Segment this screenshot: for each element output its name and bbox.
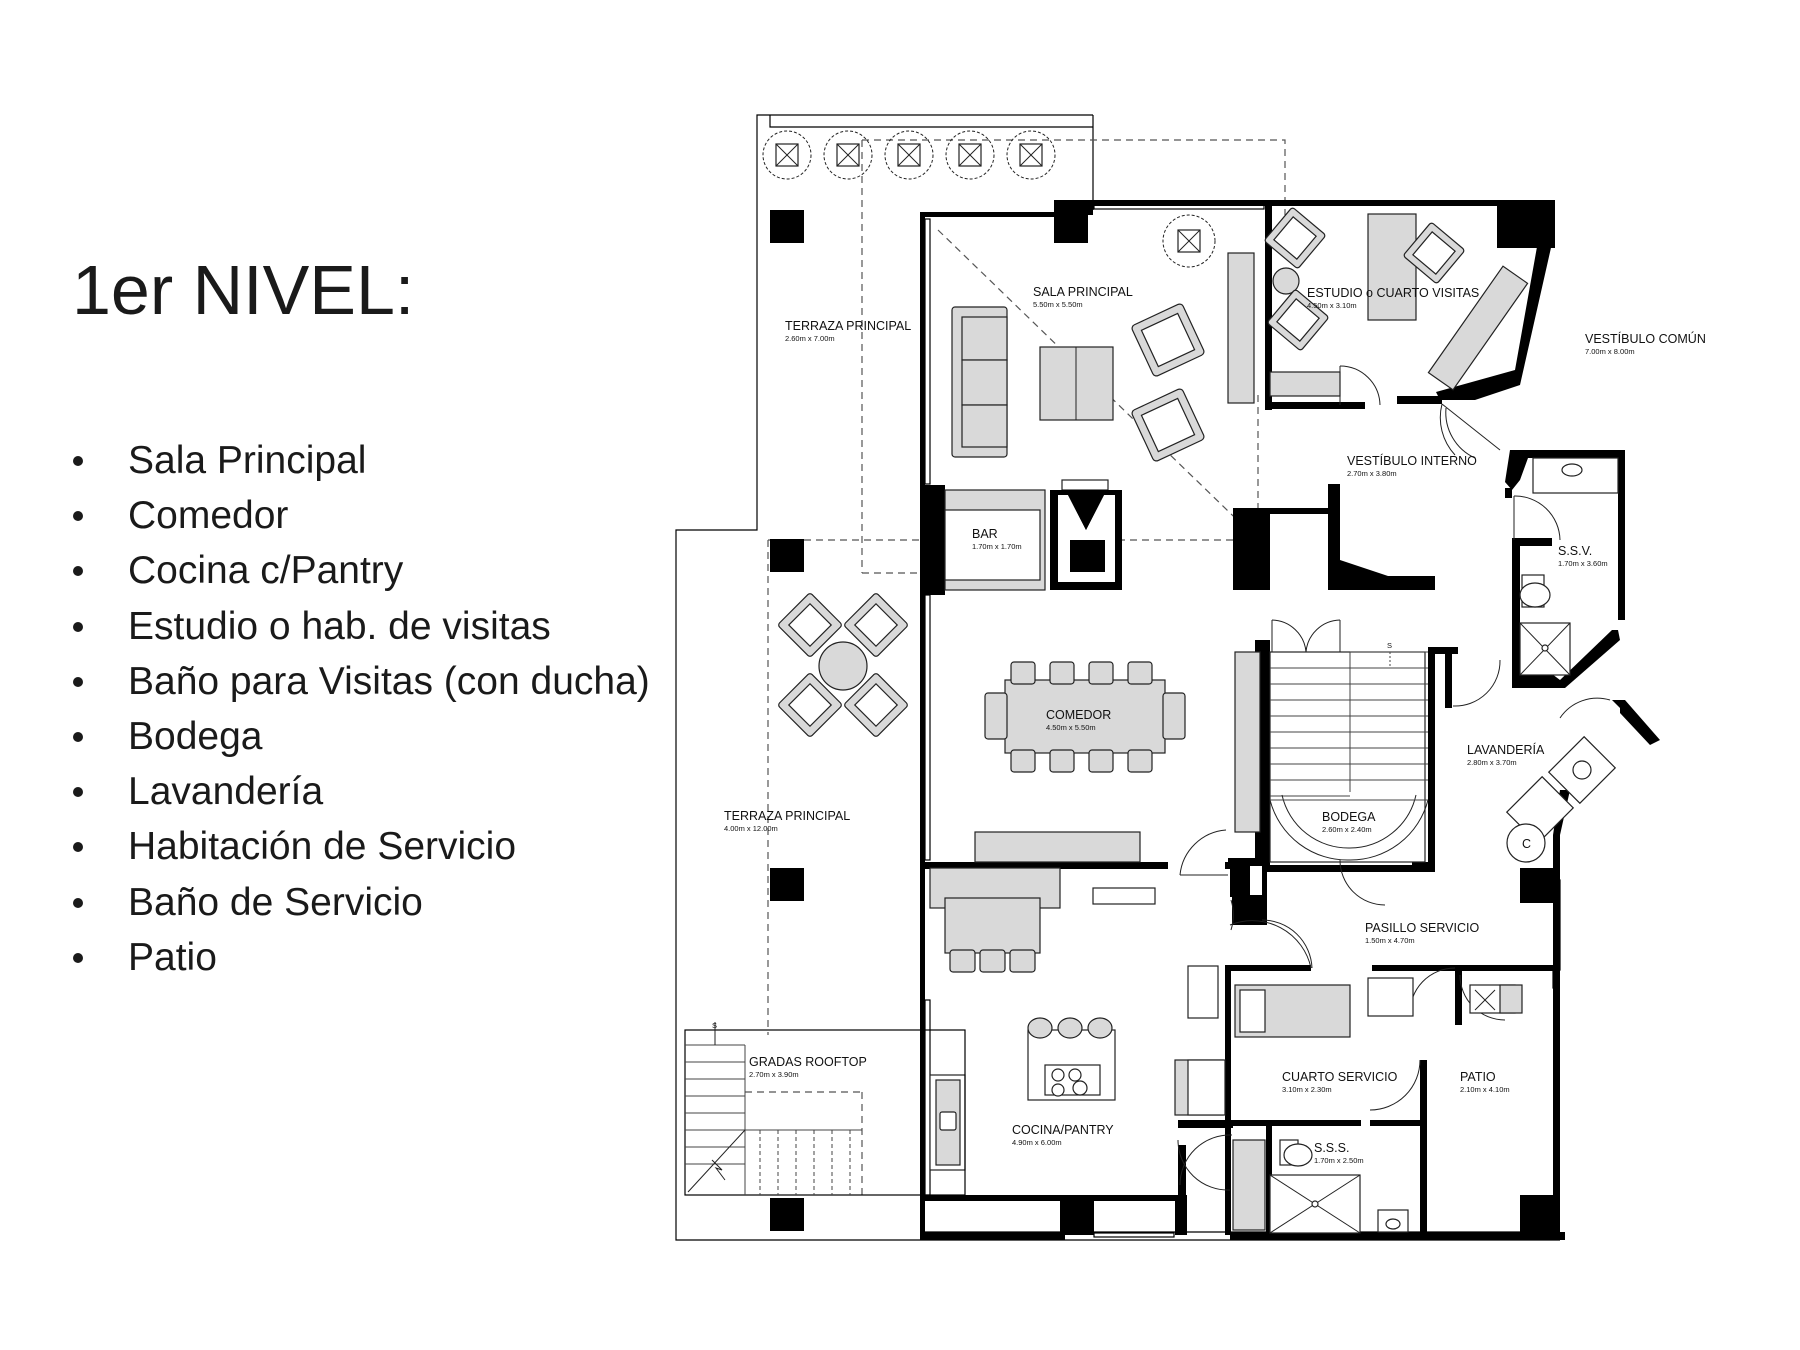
- room-dimension: 4.90m x 6.00m: [1012, 1138, 1062, 1147]
- room-dimension: 7.00m x 8.00m: [1585, 347, 1635, 356]
- room-dimension: 2.70m x 3.80m: [1347, 469, 1397, 478]
- list-item-text: Habitación de Servicio: [128, 825, 517, 869]
- list-item-text: Baño para Visitas (con ducha): [128, 659, 650, 703]
- patio-fixtures: [1470, 985, 1522, 1013]
- cuarto-servicio-fixtures: [1235, 978, 1413, 1037]
- stair-mark: S: [712, 1021, 718, 1030]
- room-name: VESTÍBULO INTERNO: [1347, 454, 1477, 468]
- room-dimension: 4.50m x 3.10m: [1307, 301, 1357, 310]
- room-name: VESTÍBULO COMÚN: [1585, 332, 1706, 346]
- terrace-furniture: [777, 592, 908, 737]
- room-dimension: 3.10m x 2.30m: [1282, 1085, 1332, 1094]
- tree-planters: [763, 131, 1215, 267]
- list-item-text: Cocina c/Pantry: [128, 549, 404, 593]
- room-name: LAVANDERÍA: [1467, 743, 1545, 757]
- room-name: TERRAZA PRINCIPAL: [724, 809, 851, 823]
- room-name: TERRAZA PRINCIPAL: [785, 319, 912, 333]
- list-item-text: Lavandería: [128, 770, 324, 814]
- room-name: COMEDOR: [1046, 708, 1112, 722]
- room-dimension: 2.60m x 2.40m: [1322, 825, 1372, 834]
- room-name: SALA PRINCIPAL: [1033, 285, 1133, 299]
- heater-mark: C: [1522, 837, 1532, 851]
- room-dimension: 1.50m x 4.70m: [1365, 936, 1415, 945]
- room-dimension: 5.50m x 5.50m: [1033, 300, 1083, 309]
- room-name: S.S.S.: [1314, 1141, 1350, 1155]
- list-item-text: Bodega: [128, 714, 263, 758]
- room-dimension: 4.00m x 12.00m: [724, 824, 778, 833]
- stair-mark: S: [1387, 641, 1393, 650]
- room-dimension: 1.70m x 2.50m: [1314, 1156, 1364, 1165]
- room-dimension: 2.80m x 3.70m: [1467, 758, 1517, 767]
- kitchen-fixtures: [930, 868, 1265, 1230]
- list-item-text: Comedor: [128, 494, 289, 538]
- list-item-text: Baño de Servicio: [128, 880, 423, 924]
- room-dimension: 2.10m x 4.10m: [1460, 1085, 1510, 1094]
- estudio-furniture: [1264, 207, 1528, 396]
- room-name: BAR: [972, 527, 998, 541]
- slide-title: 1er NIVEL:: [72, 251, 415, 329]
- room-dimension: 2.70m x 3.90m: [749, 1070, 799, 1079]
- room-name: CUARTO SERVICIO: [1282, 1070, 1398, 1084]
- room-dimension: 1.70m x 3.60m: [1558, 559, 1608, 568]
- room-name: GRADAS ROOFTOP: [749, 1055, 867, 1069]
- room-dimension: 4.50m x 5.50m: [1046, 723, 1096, 732]
- list-item-text: Patio: [128, 935, 217, 979]
- room-name: BODEGA: [1322, 810, 1376, 824]
- room-name: PASILLO SERVICIO: [1365, 921, 1480, 935]
- room-name: ESTUDIO o CUARTO VISITAS: [1307, 286, 1480, 300]
- room-dimension: 2.60m x 7.00m: [785, 334, 835, 343]
- list-item-text: Sala Principal: [128, 439, 367, 482]
- room-name: PATIO: [1460, 1070, 1496, 1084]
- room-name: COCINA/PANTRY: [1012, 1123, 1114, 1137]
- room-name: S.S.V.: [1558, 544, 1593, 558]
- comedor-furniture: [975, 662, 1185, 862]
- list-item-text: Estudio o hab. de visitas: [128, 604, 551, 648]
- room-dimension: 1.70m x 1.70m: [972, 542, 1022, 551]
